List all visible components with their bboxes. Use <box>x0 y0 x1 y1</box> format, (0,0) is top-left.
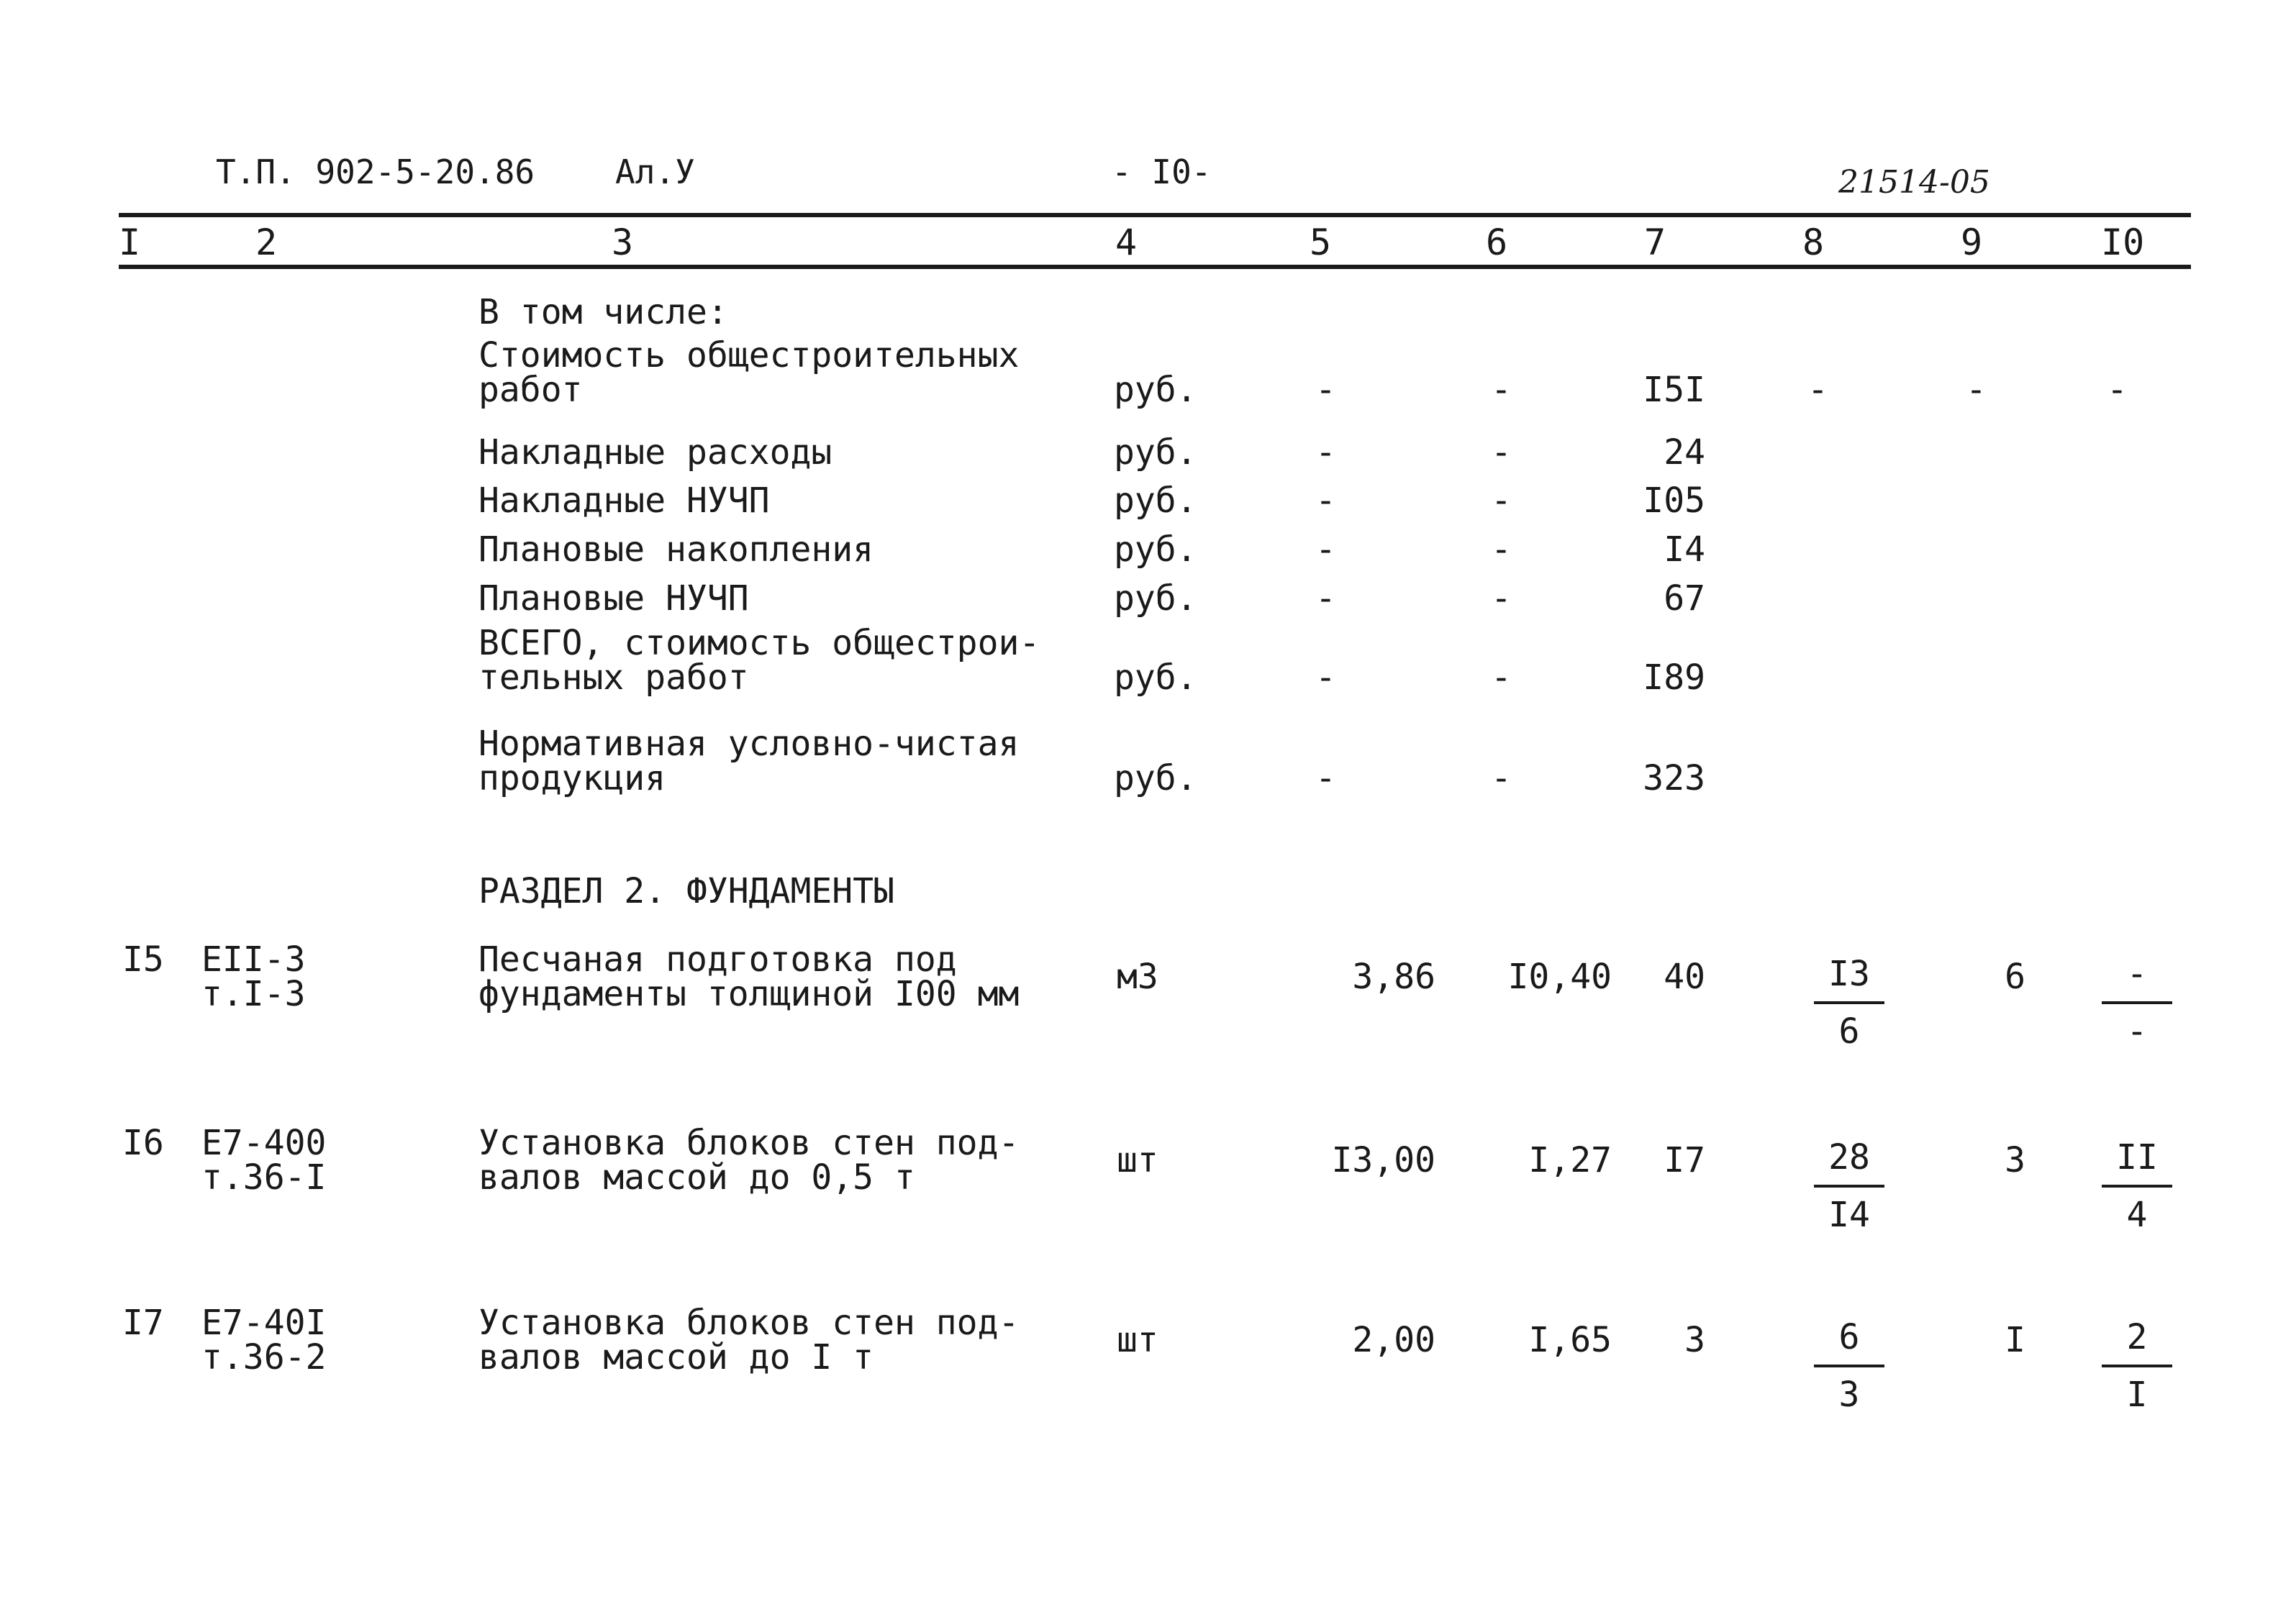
summary-row-label: Плановые НУЧП <box>478 578 749 619</box>
summary-row-col6: - <box>1491 578 1512 619</box>
item-description: Установка блоков стен под- <box>478 1303 1020 1343</box>
column-number: 5 <box>1310 222 1332 263</box>
fraction-denominator: I4 <box>1828 1195 1870 1235</box>
summary-row-col7: I4 <box>1664 529 1705 570</box>
summary-row-label: Стоимость общестроительных <box>478 335 1020 375</box>
column-number: I <box>119 222 141 263</box>
summary-row-unit: руб. <box>1114 480 1197 521</box>
fraction-denominator: - <box>2126 1011 2148 1052</box>
summary-row-label: Плановые накопления <box>478 529 874 570</box>
summary-row-col5: - <box>1315 657 1336 698</box>
item-description: Песчаная подготовка под <box>478 939 957 980</box>
header-top-rule <box>119 213 2191 217</box>
item-rate-code: т.36-2 <box>201 1337 327 1377</box>
summary-row-col7: I05 <box>1643 480 1705 521</box>
fraction-denominator: 6 <box>1838 1011 1860 1052</box>
fraction-denominator: I <box>2126 1375 2148 1415</box>
item-number: I6 <box>122 1123 164 1163</box>
fraction-numerator: 28 <box>1828 1137 1870 1178</box>
item-col9: 3 <box>2005 1140 2025 1180</box>
summary-row-col8: - <box>1807 370 1828 410</box>
column-number: 9 <box>1961 222 1983 263</box>
item-col6: I0,40 <box>1507 957 1612 997</box>
fraction-bar <box>1814 1365 1884 1367</box>
summary-intro: В том числе: <box>478 292 728 332</box>
item-col10-fraction <box>2097 954 2177 1052</box>
fraction-numerator: II <box>2116 1137 2158 1178</box>
item-col8-fraction <box>1810 954 1889 1052</box>
summary-row-col9: - <box>1966 370 1987 410</box>
fraction-bar <box>1814 1185 1884 1188</box>
summary-row-col5: - <box>1315 480 1336 521</box>
summary-row-col6: - <box>1491 432 1512 473</box>
summary-row-col7: 67 <box>1664 578 1705 619</box>
fraction-numerator: 2 <box>2126 1317 2148 1357</box>
album-label: Ал.У <box>615 152 695 191</box>
item-description: Установка блоков стен под- <box>478 1123 1020 1163</box>
summary-row-col7: 24 <box>1664 432 1705 473</box>
summary-row-col5: - <box>1315 370 1336 410</box>
fraction-bar <box>1814 1001 1884 1004</box>
fraction-numerator: 6 <box>1838 1317 1860 1357</box>
summary-row-unit: руб. <box>1114 657 1197 698</box>
column-number: 7 <box>1644 222 1666 263</box>
item-col5: 3,86 <box>1352 957 1435 997</box>
fraction-bar <box>2102 1365 2172 1367</box>
summary-row-unit: руб. <box>1114 529 1197 570</box>
item-description: валов массой до 0,5 т <box>478 1157 915 1198</box>
item-rate-code: E7-400 <box>201 1123 327 1163</box>
column-number: I0 <box>2101 222 2145 263</box>
summary-row-col6: - <box>1491 758 1512 798</box>
item-col10-fraction <box>2097 1317 2177 1415</box>
column-number: 2 <box>255 222 278 263</box>
summary-row-col7: I5I <box>1643 370 1705 410</box>
summary-row-unit: руб. <box>1114 578 1197 619</box>
item-col5: I3,00 <box>1331 1140 1435 1180</box>
item-description: валов массой до I т <box>478 1337 874 1377</box>
summary-row-unit: руб. <box>1114 758 1197 798</box>
item-col9: I <box>2005 1320 2025 1360</box>
item-unit: шт <box>1117 1320 1158 1360</box>
summary-row-label: ВСЕГО, стоимость общестрои- <box>478 623 1040 663</box>
summary-row-unit: руб. <box>1114 432 1197 473</box>
fraction-numerator: I3 <box>1828 954 1870 994</box>
item-col9: 6 <box>2005 957 2025 997</box>
item-col10-fraction <box>2097 1137 2177 1235</box>
column-number: 8 <box>1802 222 1825 263</box>
fraction-bar <box>2102 1001 2172 1004</box>
summary-row-unit: руб. <box>1114 370 1197 410</box>
item-col5: 2,00 <box>1352 1320 1435 1360</box>
summary-row-col5: - <box>1315 432 1336 473</box>
summary-row-col10: - <box>2107 370 2128 410</box>
item-number: I5 <box>122 939 164 980</box>
summary-row-label: Накладные расходы <box>478 432 832 473</box>
item-col6: I,65 <box>1528 1320 1612 1360</box>
fraction-bar <box>2102 1185 2172 1188</box>
summary-row-col6: - <box>1491 480 1512 521</box>
summary-row-label: Нормативная условно-чистая <box>478 724 1020 764</box>
fraction-denominator: 4 <box>2126 1195 2148 1235</box>
summary-row-col6: - <box>1491 657 1512 698</box>
fraction-numerator: - <box>2126 954 2148 994</box>
summary-row-label: продукция <box>478 758 666 798</box>
item-col7: 40 <box>1664 957 1705 997</box>
item-number: I7 <box>122 1303 164 1343</box>
item-unit: шт <box>1117 1140 1158 1180</box>
column-number: 6 <box>1486 222 1508 263</box>
summary-row-label: работ <box>478 370 583 410</box>
summary-row-col6: - <box>1491 529 1512 570</box>
item-col7: 3 <box>1684 1320 1705 1360</box>
column-number: 3 <box>612 222 634 263</box>
fraction-denominator: 3 <box>1838 1375 1860 1415</box>
summary-row-col5: - <box>1315 578 1336 619</box>
summary-row-col7: I89 <box>1643 657 1705 698</box>
item-col7: I7 <box>1664 1140 1705 1180</box>
item-rate-code: т.I-3 <box>201 974 306 1014</box>
item-unit: м3 <box>1117 957 1158 997</box>
section-title: РАЗДЕЛ 2. ФУНДАМЕНТЫ <box>478 871 894 911</box>
summary-row-label: тельных работ <box>478 657 749 698</box>
item-col8-fraction <box>1810 1317 1889 1415</box>
summary-row-col6: - <box>1491 370 1512 410</box>
column-number: 4 <box>1115 222 1138 263</box>
item-rate-code: т.36-I <box>201 1157 327 1198</box>
summary-row-col7: 323 <box>1643 758 1705 798</box>
archive-number: 21514-05 <box>1838 164 1990 201</box>
summary-row-col5: - <box>1315 758 1336 798</box>
summary-row-col5: - <box>1315 529 1336 570</box>
summary-row-label: Накладные НУЧП <box>478 480 770 521</box>
page-number: - I0- <box>1112 152 1212 191</box>
item-description: фундаменты толщиной I00 мм <box>478 974 1020 1014</box>
header-bottom-rule <box>119 265 2191 269</box>
item-rate-code: E7-40I <box>201 1303 327 1343</box>
item-col8-fraction <box>1810 1137 1889 1235</box>
item-col6: I,27 <box>1528 1140 1612 1180</box>
item-rate-code: EII-3 <box>201 939 306 980</box>
doc-code: Т.П. 902-5-20.86 <box>216 152 535 191</box>
